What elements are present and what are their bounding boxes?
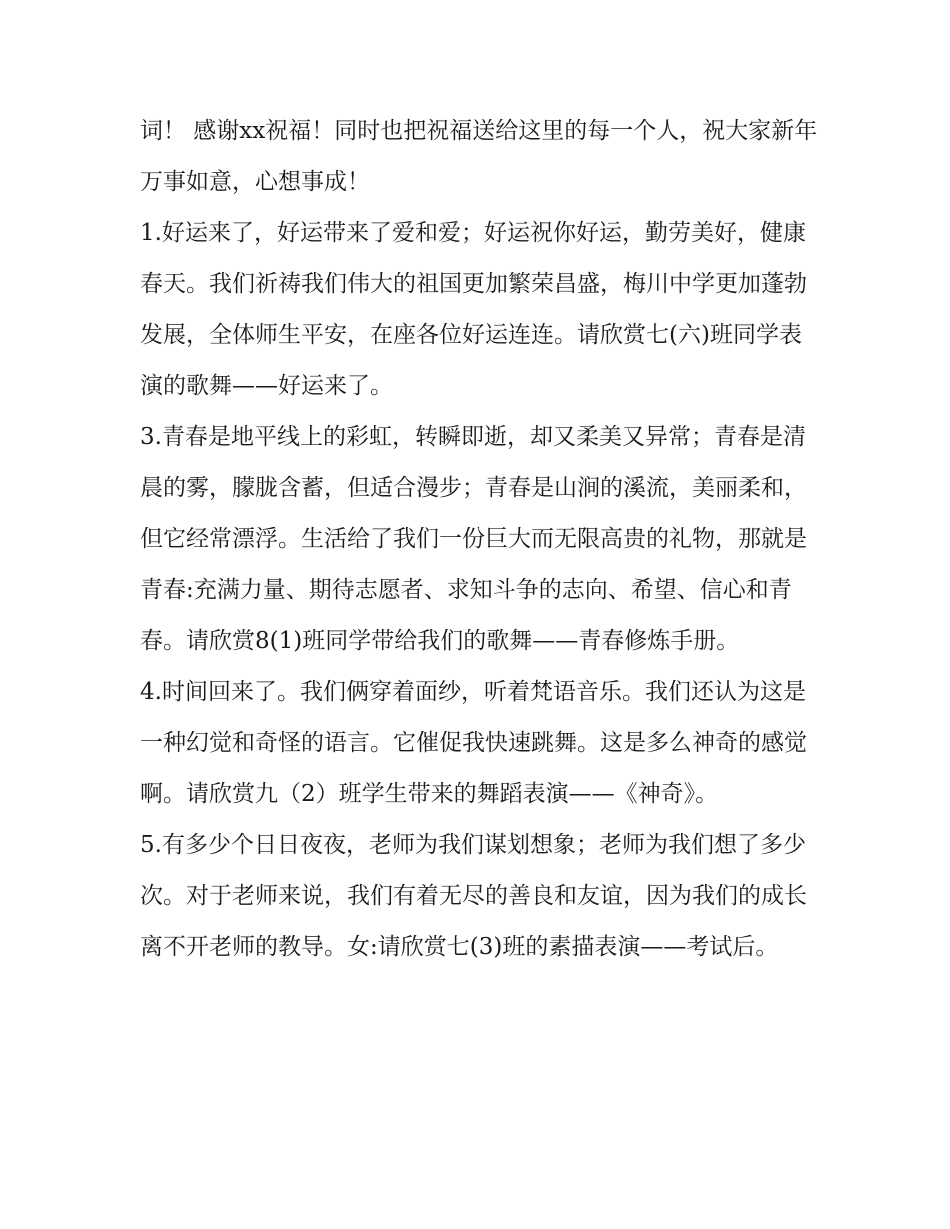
- paragraph-item-1: 1.好运来了，好运带来了爱和爱；好运祝你好运，勤劳美好，健康春天。我们祈祷我们伟大的祖国更加繁荣昌盛，梅川中学更加蓬勃发展，全体师生平安，在座各位好运连连。请欣赏七(六)班同学表演的歌舞——好运来了。: [140, 220, 807, 399]
- paragraph-item-5: 5.有多少个日日夜夜，老师为我们谋划想象；老师为我们想了多少次。对于老师来说，我们有着无尽的善良和友谊，因为我们的成长离不开老师的教导。女:请欣赏七(3)班的素描表演——考试后。: [140, 832, 807, 960]
- paragraph-item-4: 4.时间回来了。我们俩穿着面纱，听着梵语音乐。我们还认为这是一种幻觉和奇怪的语言。它催促我快速跳舞。这是多么神奇的感觉啊。请欣赏九（2）班学生带来的舞蹈表演——《神奇》。: [140, 679, 807, 807]
- paragraph-closing-greeting: 词！ 感谢xx祝福！同时也把祝福送给这里的每一个人，祝大家新年万事如意，心想事成！: [140, 118, 818, 195]
- document-body: [140, 106, 820, 973]
- paragraph-item-3: 3.青春是地平线上的彩虹，转瞬即逝，却又柔美又异常；青春是清晨的雾，朦胧含蓄，但适合漫步；青春是山涧的溪流，美丽柔和，但它经常漂浮。生活给了我们一份巨大而无限高贵的礼物，那就是青春:充满力量、期待志愿者、求知斗争的志向、希望、信心和青春。请欣赏8(1)班同学带给我们的歌舞——青春修炼手册。: [140, 424, 807, 654]
